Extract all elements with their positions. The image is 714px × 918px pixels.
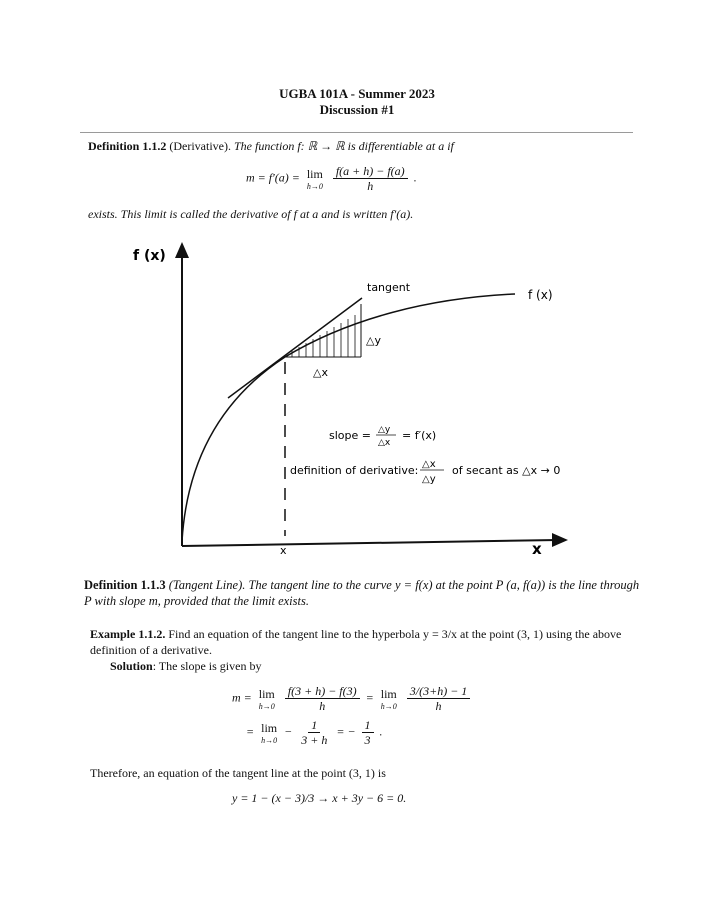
- solution-text: : The slope is given by: [152, 659, 262, 673]
- eq2-lhs: =: [246, 724, 255, 739]
- solution-label: Solution: [110, 659, 153, 673]
- example-112-text: Find an equation of the tangent line to the hyperbola y = 3/x at the point (3, 1) using the above definition of a derivative.: [90, 627, 622, 657]
- definition-112: [88, 139, 454, 154]
- example-112: [90, 626, 650, 658]
- y-axis-arrow-icon: [175, 242, 189, 258]
- definition-112-label: Definition 1.1.2: [88, 139, 167, 153]
- eq1-lim-word: lim: [258, 686, 275, 701]
- delta-y-label: △y: [366, 334, 381, 347]
- x-axis-arrow-icon: [552, 533, 568, 547]
- frac-numerator: f(a + h) − f(a): [333, 164, 408, 179]
- eq1-numerator-2: 3/(3+h) − 1: [407, 684, 471, 699]
- tangent-diagram: [130, 236, 580, 566]
- eq1-denominator-2: h: [435, 699, 442, 713]
- therefore-line: Therefore, an equation of the tangent line at the point (3, 1) is: [90, 766, 386, 780]
- slope-numerator: △y: [378, 425, 391, 435]
- eq1-lim-word-2: lim: [380, 686, 397, 701]
- course-title: UGBA 101A - Summer 2023: [279, 86, 435, 101]
- slope-suffix: = f′(x): [402, 429, 437, 442]
- definition-113-label: Definition 1.1.3: [84, 578, 166, 592]
- eq2-lim-subscript: h→0: [261, 735, 278, 745]
- definition-denominator: △y: [422, 474, 436, 485]
- definition-numerator: △x: [422, 459, 436, 470]
- tangent-line: [228, 298, 362, 398]
- eq2-equals: = −: [336, 724, 356, 739]
- eq2-limit: [261, 721, 277, 745]
- eq1-lim-subscript-2: h→0: [380, 701, 397, 711]
- eq2-lim-word: lim: [261, 720, 278, 735]
- definition-112-exists: exists. This limit is called the derivative of f at a and is written f′(a).: [88, 207, 414, 221]
- slope-prefix: slope =: [329, 429, 371, 442]
- eq1-lim-subscript: h→0: [258, 701, 275, 711]
- definition-112-paren: (Derivative).: [169, 139, 231, 153]
- slope-equation-2: [246, 718, 383, 747]
- derivative-formula: [246, 164, 417, 193]
- discussion-number: Discussion #1: [319, 102, 395, 117]
- eq2-fraction-2: [362, 718, 374, 747]
- definition-suffix: of secant as △x → 0: [452, 464, 561, 477]
- eq1-equals: =: [365, 690, 374, 705]
- eq1-limit: [259, 687, 275, 711]
- eq1-denominator: h: [319, 699, 326, 713]
- tangent-line-equation: y = 1 − (x − 3)/3 → x + 3y − 6 = 0.: [232, 791, 407, 805]
- horizontal-rule: [80, 132, 633, 133]
- slope-denominator: △x: [378, 438, 391, 448]
- eq1-limit-2: [381, 687, 397, 711]
- difference-quotient: [333, 164, 408, 193]
- eq2-numerator-2: 1: [362, 718, 374, 733]
- eq2-end: .: [379, 724, 383, 739]
- eq1-lhs: m =: [232, 690, 252, 705]
- slope-equation-1: [232, 684, 473, 713]
- function-curve: [182, 294, 515, 541]
- solution-line: [110, 659, 261, 674]
- x-axis: [182, 540, 558, 546]
- formula-lhs: m = f′(a) =: [246, 170, 300, 185]
- x-point-label: x: [280, 544, 287, 557]
- lim-subscript: h→0: [306, 181, 323, 191]
- eq2-denominator: 3 + h: [301, 733, 328, 747]
- definition-derivative-prefix: definition of derivative:: [290, 464, 419, 477]
- definition-112-statement: The function f: ℝ → ℝ is differentiable at a if: [233, 139, 454, 153]
- lim-word: lim: [306, 166, 323, 181]
- eq2-denominator-2: 3: [364, 733, 371, 747]
- tangent-label: tangent: [367, 281, 411, 294]
- delta-x-label: △x: [313, 366, 328, 379]
- curve-label: f (x): [528, 288, 553, 302]
- example-112-label: Example 1.1.2.: [90, 627, 166, 641]
- eq2-fraction: [298, 718, 330, 747]
- eq1-fraction: [285, 684, 360, 713]
- eq1-fraction-2: [407, 684, 471, 713]
- limit-operator: [307, 167, 323, 191]
- eq1-numerator: f(3 + h) − f(3): [285, 684, 360, 699]
- eq2-minus: −: [284, 724, 293, 739]
- frac-denominator: h: [367, 179, 374, 193]
- x-axis-label: x: [532, 540, 542, 558]
- definition-113-text: (Tangent Line). The tangent line to the curve y = f(x) at the point P (a, f(a)) is the line through P with slope m, provided that the limit exists.: [84, 578, 640, 608]
- document-title: [0, 86, 714, 118]
- definition-113: [84, 577, 644, 609]
- y-axis-label: f (x): [133, 248, 166, 264]
- formula-end: .: [413, 170, 417, 185]
- eq2-numerator: 1: [308, 718, 320, 733]
